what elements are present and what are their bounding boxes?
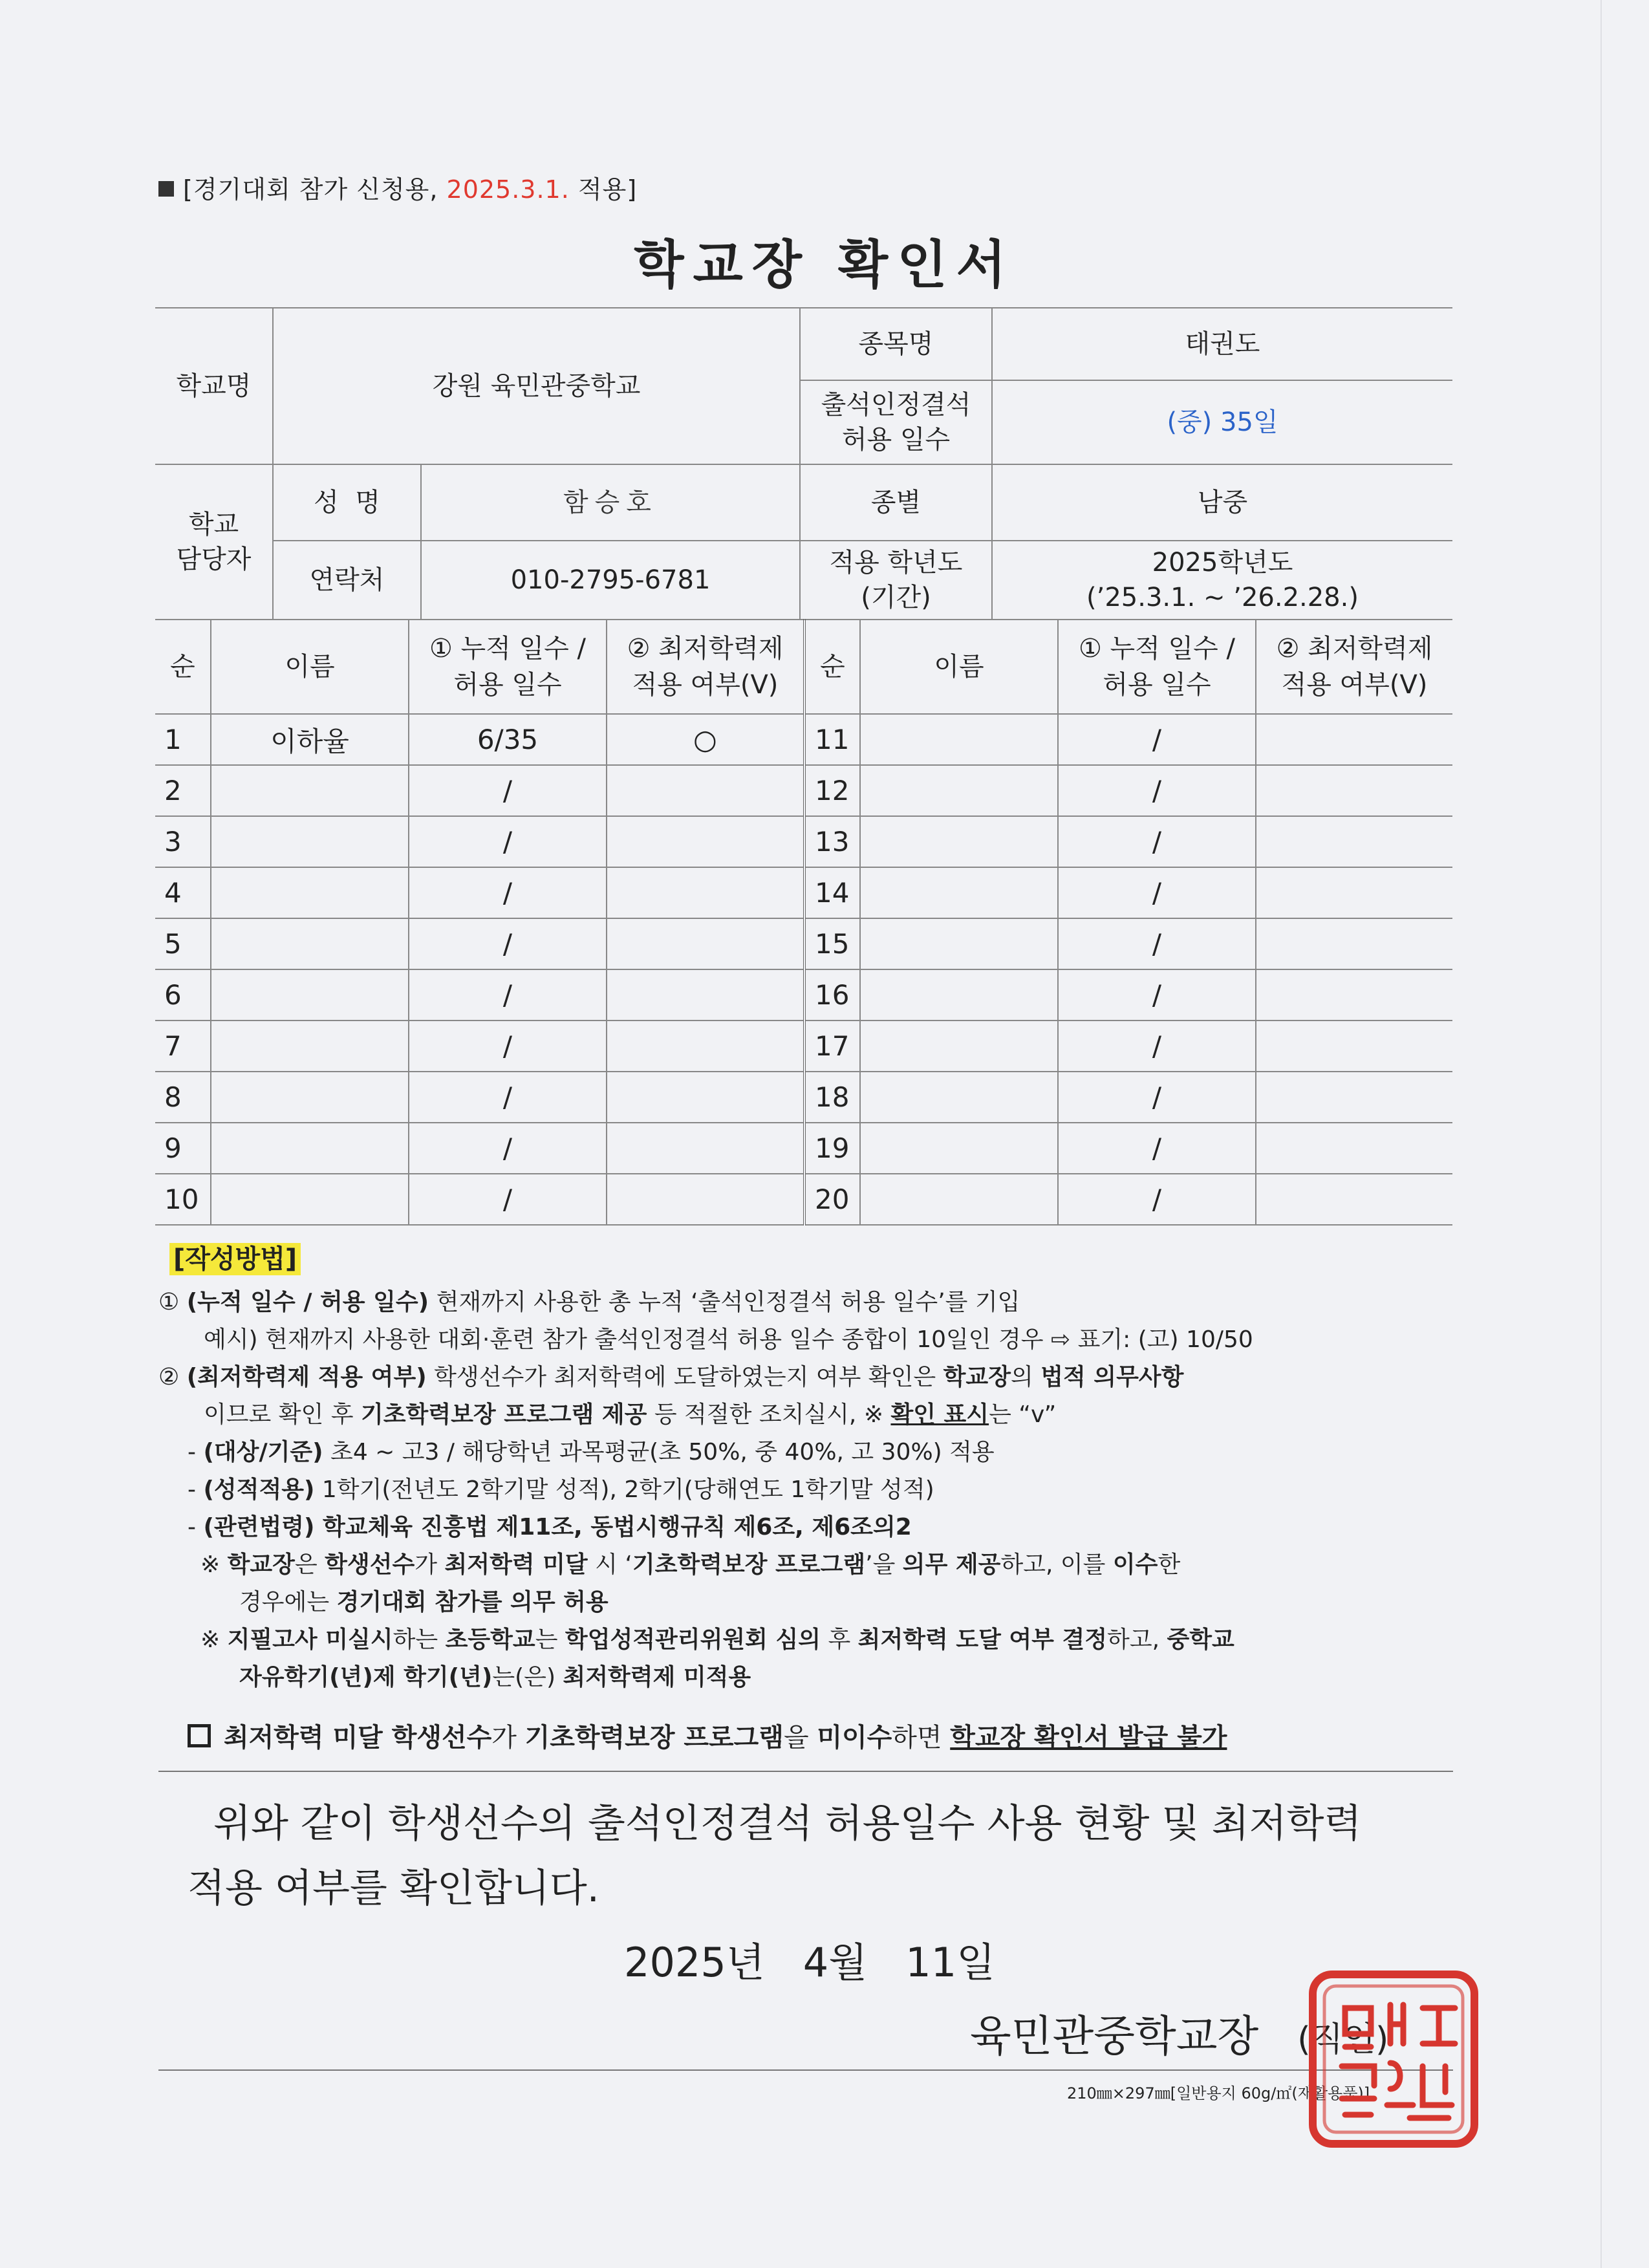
cell-days: / bbox=[409, 867, 607, 918]
year-label: 적용 학년도 (기간) bbox=[800, 541, 992, 620]
confirm-statement: 위와 같이 학생선수의 출석인정결석 허용일수 사용 현황 및 최저학력 적용 여부를 확인합니다. bbox=[188, 1801, 1362, 1911]
method-line: 이므로 확인 후 기초학력보장 프로그램 제공 등 적절한 조치실시, ※ 확인 표시는 “v” bbox=[204, 1401, 1057, 1428]
cell-name bbox=[211, 816, 409, 867]
official-seal-icon bbox=[1306, 1969, 1481, 2150]
cell-no: 20 bbox=[804, 1174, 860, 1225]
cell-no: 15 bbox=[804, 918, 860, 969]
cell-no: 17 bbox=[804, 1021, 860, 1072]
cell-check bbox=[1256, 714, 1452, 765]
method-line: - (대상/기준) 초4 ~ 고3 / 해당학년 과목평균(초 50%, 중 40%, 고 30%) 적용 bbox=[188, 1439, 995, 1465]
method-line: ① (누적 일수 / 허용 일수) 현재까지 사용한 총 누적 ‘출석인정결석 허용 일수’를 기입 bbox=[158, 1289, 1020, 1315]
cell-days: / bbox=[1058, 918, 1256, 969]
col-min: ② 최저학력제 적용 여부(V) bbox=[1256, 620, 1452, 714]
col-days: ① 누적 일수 / 허용 일수 bbox=[409, 620, 607, 714]
cell-check bbox=[1256, 1174, 1452, 1225]
cell-name bbox=[211, 918, 409, 969]
table-row bbox=[155, 867, 1452, 918]
cell-days: / bbox=[409, 1021, 607, 1072]
col-no: 순 bbox=[155, 620, 211, 714]
cell-days: / bbox=[409, 969, 607, 1021]
cell-days: / bbox=[1058, 1021, 1256, 1072]
cell-no: 9 bbox=[155, 1123, 211, 1174]
table-row bbox=[155, 765, 1452, 816]
school-value: 강원 육민관중학교 bbox=[273, 308, 800, 464]
cell-days: / bbox=[1058, 816, 1256, 867]
cell-name bbox=[211, 867, 409, 918]
cell-check bbox=[607, 918, 804, 969]
effective-date: 2025.3.1. bbox=[446, 175, 570, 204]
cell-days: / bbox=[1058, 867, 1256, 918]
header-note: [경기대회 참가 신청용, 2025.3.1. 적용] bbox=[158, 169, 637, 205]
cell-no: 6 bbox=[155, 969, 211, 1021]
cell-check bbox=[1256, 867, 1452, 918]
paper-note: 210㎜×297㎜[일반용지 60g/㎡(재활용품)] bbox=[1067, 2084, 1370, 2102]
cell-no: 12 bbox=[804, 765, 860, 816]
cell-days: 6/35 bbox=[409, 714, 607, 765]
cell-check bbox=[607, 765, 804, 816]
cell-check bbox=[607, 1123, 804, 1174]
cell-name bbox=[860, 714, 1058, 765]
cell-days: / bbox=[409, 765, 607, 816]
cell-no: 19 bbox=[804, 1123, 860, 1174]
name-label: 성 명 bbox=[273, 464, 421, 541]
cell-days: / bbox=[1058, 714, 1256, 765]
cell-name bbox=[211, 765, 409, 816]
divider bbox=[158, 2069, 1453, 2071]
col-min: ② 최저학력제 적용 여부(V) bbox=[607, 620, 804, 714]
cell-no: 5 bbox=[155, 918, 211, 969]
cell-name bbox=[860, 1174, 1058, 1225]
cell-days: / bbox=[409, 1174, 607, 1225]
square-bullet-icon bbox=[158, 181, 174, 197]
cell-name bbox=[211, 969, 409, 1021]
event-label: 종목명 bbox=[800, 308, 992, 380]
gender-value: 남중 bbox=[992, 464, 1452, 541]
cell-name bbox=[860, 1123, 1058, 1174]
method-line: 경우에는 경기대회 참가를 의무 허용 bbox=[239, 1589, 609, 1615]
method-line: ※ 지필고사 미실시하는 초등학교는 학업성적관리위원회 심의 후 최저학력 도달 여부 결정하고, 중학교 bbox=[200, 1626, 1234, 1653]
method-line: ※ 학교장은 학생선수가 최저학력 미달 시 ‘기초학력보장 프로그램’을 의무 제공하고, 이를 이수한 bbox=[200, 1551, 1181, 1578]
cell-name bbox=[211, 1021, 409, 1072]
table-row bbox=[155, 714, 1452, 765]
cell-name bbox=[211, 1123, 409, 1174]
cell-name: 이하율 bbox=[211, 714, 409, 765]
method-line: - (성적적용) 1학기(전년도 2학기말 성적), 2학기(당해연도 1학기말 성적) bbox=[188, 1476, 934, 1503]
cell-check bbox=[1256, 1021, 1452, 1072]
method-line: - (관련법령) 학교체육 진흥법 제11조, 동법시행규칙 제6조, 제6조의2 bbox=[188, 1514, 912, 1540]
cell-name bbox=[860, 1021, 1058, 1072]
method-line: 예시) 현재까지 사용한 대회·훈련 참가 출석인정결석 허용 일수 종합이 10일인 경우 ⇨ 표기: (고) 10/50 bbox=[204, 1326, 1253, 1353]
table-row bbox=[155, 816, 1452, 867]
cell-check bbox=[607, 867, 804, 918]
school-label: 학교명 bbox=[155, 308, 273, 464]
cell-check bbox=[607, 1021, 804, 1072]
page-edge bbox=[1600, 0, 1602, 2268]
cell-no: 3 bbox=[155, 816, 211, 867]
method-heading: [작성방법] bbox=[169, 1238, 301, 1275]
contact-value: 010-2795-6781 bbox=[421, 541, 800, 620]
cell-days: / bbox=[409, 816, 607, 867]
attendance-value: (중) 35일 bbox=[992, 380, 1452, 464]
cell-name bbox=[860, 867, 1058, 918]
col-no: 순 bbox=[804, 620, 860, 714]
table-row bbox=[155, 969, 1452, 1021]
cell-check bbox=[1256, 1072, 1452, 1123]
cell-name bbox=[860, 765, 1058, 816]
cell-name bbox=[860, 1072, 1058, 1123]
cell-no: 7 bbox=[155, 1021, 211, 1072]
table-row bbox=[155, 1021, 1452, 1072]
contact-label: 연락처 bbox=[273, 541, 421, 620]
cell-check bbox=[1256, 1123, 1452, 1174]
cell-no: 1 bbox=[155, 714, 211, 765]
cell-days: / bbox=[1058, 1123, 1256, 1174]
cell-name bbox=[860, 969, 1058, 1021]
method-line: 자유학기(년)제 학기(년)는(은) 최저학력제 미적용 bbox=[239, 1664, 751, 1690]
cell-name bbox=[211, 1174, 409, 1225]
page-title: 학교장 확인서 bbox=[634, 235, 1015, 295]
cell-no: 8 bbox=[155, 1072, 211, 1123]
year-value: 2025학년도 (’25.3.1. ~ ’26.2.28.) bbox=[992, 541, 1452, 620]
cell-check bbox=[607, 969, 804, 1021]
cell-days: / bbox=[409, 918, 607, 969]
cell-days: / bbox=[1058, 1072, 1256, 1123]
table-row bbox=[155, 1123, 1452, 1174]
cell-name bbox=[860, 816, 1058, 867]
cell-no: 10 bbox=[155, 1174, 211, 1225]
cell-check bbox=[1256, 816, 1452, 867]
gender-label: 종별 bbox=[800, 464, 992, 541]
table-row bbox=[155, 1072, 1452, 1123]
info-table bbox=[155, 307, 1452, 620]
cell-check bbox=[607, 1174, 804, 1225]
cell-days: / bbox=[409, 1072, 607, 1123]
signer: 육민관중학교장 (직인) bbox=[970, 2011, 1389, 2061]
cell-name bbox=[860, 918, 1058, 969]
cell-no: 14 bbox=[804, 867, 860, 918]
cell-days: / bbox=[409, 1123, 607, 1174]
cell-days: / bbox=[1058, 765, 1256, 816]
method-lines bbox=[158, 1284, 1465, 1696]
issue-date: 2025년 4월 11일 bbox=[624, 1939, 996, 1986]
cell-no: 4 bbox=[155, 867, 211, 918]
cell-days: / bbox=[1058, 969, 1256, 1021]
cell-check bbox=[607, 816, 804, 867]
cell-no: 11 bbox=[804, 714, 860, 765]
method-line: ② (최저학력제 적용 여부) 학생선수가 최저학력에 도달하였는지 여부 확인은 학교장의 법적 의무사항 bbox=[158, 1364, 1184, 1390]
col-name: 이름 bbox=[860, 620, 1058, 714]
table-row bbox=[155, 1174, 1452, 1225]
cell-days: / bbox=[1058, 1174, 1256, 1225]
cell-check bbox=[1256, 969, 1452, 1021]
cell-no: 2 bbox=[155, 765, 211, 816]
warning-line: 최저학력 미달 학생선수가 기초학력보장 프로그램을 미이수하면 학교장 확인서 발급 불가 bbox=[188, 1717, 1227, 1754]
staff-label: 학교 담당자 bbox=[155, 464, 273, 620]
arrow-box-icon bbox=[188, 1724, 211, 1747]
col-name: 이름 bbox=[211, 620, 409, 714]
student-table bbox=[155, 619, 1452, 1226]
col-days: ① 누적 일수 / 허용 일수 bbox=[1058, 620, 1256, 714]
cell-check bbox=[607, 1072, 804, 1123]
attendance-label: 출석인정결석 허용 일수 bbox=[800, 380, 992, 464]
cell-no: 16 bbox=[804, 969, 860, 1021]
cell-no: 18 bbox=[804, 1072, 860, 1123]
cell-name bbox=[211, 1072, 409, 1123]
divider bbox=[158, 1771, 1453, 1772]
cell-check: ○ bbox=[607, 714, 804, 765]
cell-check bbox=[1256, 765, 1452, 816]
cell-no: 13 bbox=[804, 816, 860, 867]
event-value: 태권도 bbox=[992, 308, 1452, 380]
name-value: 함승호 bbox=[421, 464, 800, 541]
cell-check bbox=[1256, 918, 1452, 969]
table-row bbox=[155, 918, 1452, 969]
